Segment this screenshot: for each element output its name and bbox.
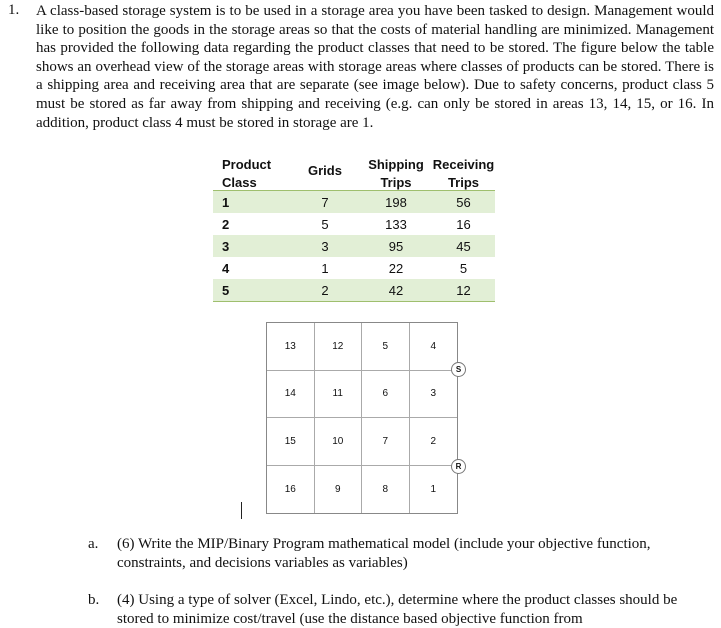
cell-shipping: 22: [388, 260, 404, 276]
cell-grids: 3: [290, 235, 360, 257]
grid-cell: 2: [410, 418, 458, 466]
grid-cell: 11: [315, 371, 363, 419]
part-b-text: (4) Using a type of solver (Excel, Lindo, etc.), determine where the product classes should be stored to minimize cost/travel (use the distance based objective function from: [117, 592, 678, 627]
table-row: [213, 279, 495, 302]
problem-statement: [8, 2, 714, 132]
cell-shipping: 198: [360, 191, 432, 214]
cell-grids: 1: [321, 260, 329, 276]
problem-number: 1.: [8, 2, 20, 18]
cell-grids: 7: [290, 191, 360, 214]
table-row: [213, 235, 495, 257]
header-receiving-line1: Receiving: [432, 157, 495, 172]
grid-cell: 3: [410, 371, 458, 419]
grid-cell: 5: [362, 323, 410, 371]
cell-class: 3: [213, 235, 290, 257]
cell-grids: 5: [321, 216, 329, 232]
header-receiving-trips: [432, 150, 495, 191]
header-shipping-line1: Shipping: [368, 157, 424, 172]
cell-class: 4: [222, 260, 230, 276]
grid-cell: 8: [362, 466, 410, 514]
cell-receiving: 56: [432, 191, 495, 214]
cell-class: 2: [222, 216, 230, 232]
part-a-text: (6) Write the MIP/Binary Program mathematical model (include your objective function, constraints, and decisions variables as variables): [117, 536, 651, 571]
cell-class: 5: [213, 279, 290, 302]
question-part-a: [88, 535, 708, 572]
part-b-label: b.: [88, 592, 100, 608]
grid-cell: 12: [315, 323, 363, 371]
cell-class: 1: [213, 191, 290, 214]
cell-shipping: 133: [385, 216, 407, 232]
part-a-label: a.: [88, 536, 99, 552]
grid-cell: 9: [315, 466, 363, 514]
cell-receiving: 16: [456, 216, 471, 232]
grid-cell: 14: [267, 371, 315, 419]
shipping-marker: S: [451, 362, 466, 377]
table-header-row: [213, 150, 495, 191]
table-row: [213, 191, 495, 214]
cell-receiving: 45: [432, 235, 495, 257]
grid-cell: 7: [362, 418, 410, 466]
grid-cell: 13: [267, 323, 315, 371]
cell-shipping: 42: [360, 279, 432, 302]
text-cursor: [241, 502, 242, 519]
grid-cell: 1: [430, 483, 437, 495]
header-shipping-line2: Trips: [380, 175, 412, 190]
header-product-class-line2: Class: [222, 175, 257, 190]
header-product-class-line1: Product: [222, 157, 272, 172]
cell-receiving: 12: [432, 279, 495, 302]
cell-receiving: 5: [459, 260, 468, 276]
table-row: [213, 257, 495, 279]
cell-grids: 2: [290, 279, 360, 302]
question-part-b: [88, 591, 708, 628]
header-grids: Grids: [308, 162, 342, 178]
grid-cell: 10: [315, 418, 363, 466]
header-receiving-line2: Trips: [447, 175, 480, 190]
cell-shipping: 95: [360, 235, 432, 257]
grid-cell: 15: [267, 418, 315, 466]
product-class-table: [213, 150, 495, 302]
grid-cell: 16: [267, 466, 315, 514]
storage-area-grid: [266, 322, 458, 514]
header-shipping-trips: [360, 150, 432, 191]
problem-text: A class-based storage system is to be used in a storage area you have been tasked to design. Management would like to position the goods in the storage areas so that the costs of material handling are minimized. Management has provided the following data regarding the product classes that need to be stored. The figure below the table shows an overhead view of the storage areas with storage areas where classes of products can be stored. There is a shipping area and receiving area that are separate (see image below). Due to safety concerns, product class 5 must be stored as far away from shipping and receiving (e.g. can only be stored in areas 13, 14, 15, or 16. In addition, product class 4 must be stored in storage are 1.: [36, 3, 714, 131]
receiving-marker: R: [451, 459, 466, 474]
header-product-class: [213, 150, 290, 191]
table-row: [213, 213, 495, 235]
grid-cell: 4: [410, 323, 458, 371]
grid-cell: 6: [362, 371, 410, 419]
